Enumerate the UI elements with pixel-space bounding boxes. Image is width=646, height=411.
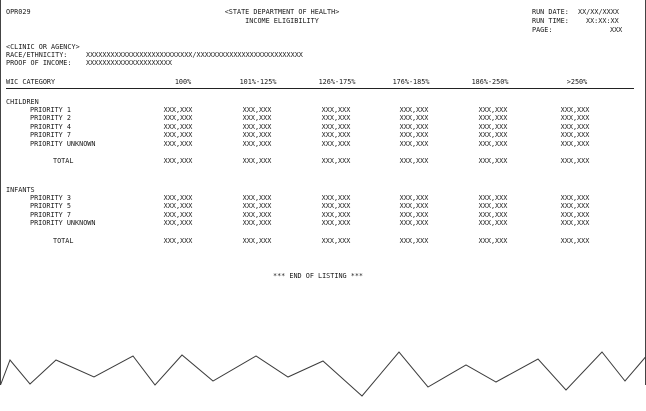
table-cell: XXX,XXX	[321, 131, 351, 139]
race-ethnicity-label: RACE/ETHNICITY:	[6, 51, 68, 59]
table-cell: XXX,XXX	[399, 194, 429, 202]
table-cell: XXX,XXX	[163, 140, 193, 148]
table-cell: XXX,XXX	[321, 114, 351, 122]
table-cell: XXX,XXX	[478, 202, 508, 210]
total-label: TOTAL	[53, 237, 74, 245]
table-cell: XXX,XXX	[321, 140, 351, 148]
table-cell: XXX,XXX	[163, 219, 193, 227]
table-cell: XXX,XXX	[321, 202, 351, 210]
table-cell: XXX,XXX	[399, 211, 429, 219]
table-cell: XXX,XXX	[478, 140, 508, 148]
table-cell: XXX,XXX	[478, 106, 508, 114]
table-cell: XXX,XXX	[560, 219, 590, 227]
table-cell: XXX,XXX	[163, 202, 193, 210]
proof-of-income-label: PROOF OF INCOME:	[6, 59, 72, 67]
table-cell: XXX,XXX	[163, 131, 193, 139]
column-header: 126%-175%	[318, 78, 356, 86]
run-date-value: XX/XX/XXXX	[578, 8, 619, 16]
total-cell: XXX,XXX	[242, 157, 272, 165]
table-cell: XXX,XXX	[478, 211, 508, 219]
table-cell: XXX,XXX	[399, 114, 429, 122]
table-cell: XXX,XXX	[560, 114, 590, 122]
page-label: PAGE:	[532, 26, 553, 34]
table-cell: XXX,XXX	[163, 194, 193, 202]
row-label: PRIORITY 4	[30, 123, 71, 131]
total-label: TOTAL	[53, 157, 74, 165]
table-cell: XXX,XXX	[560, 123, 590, 131]
table-cell: XXX,XXX	[560, 194, 590, 202]
column-header-wic-category: WIC CATEGORY	[6, 78, 56, 86]
table-cell: XXX,XXX	[321, 211, 351, 219]
table-cell: XXX,XXX	[560, 202, 590, 210]
row-label: PRIORITY 1	[30, 106, 71, 114]
table-cell: XXX,XXX	[560, 140, 590, 148]
total-cell: XXX,XXX	[163, 157, 193, 165]
table-cell: XXX,XXX	[163, 123, 193, 131]
table-cell: XXX,XXX	[478, 194, 508, 202]
table-cell: XXX,XXX	[399, 140, 429, 148]
table-cell: XXX,XXX	[321, 123, 351, 131]
column-header: 186%-250%	[471, 78, 509, 86]
page-value: XXX	[610, 26, 623, 34]
table-cell: XXX,XXX	[242, 106, 272, 114]
table-cell: XXX,XXX	[399, 106, 429, 114]
column-header: 101%-125%	[239, 78, 277, 86]
table-cell: XXX,XXX	[242, 194, 272, 202]
total-cell: XXX,XXX	[321, 157, 351, 165]
table-cell: XXX,XXX	[560, 131, 590, 139]
table-cell: XXX,XXX	[163, 114, 193, 122]
report-title: <STATE DEPARTMENT OF HEALTH>	[224, 8, 340, 16]
row-label: PRIORITY UNKNOWN	[30, 140, 96, 148]
table-cell: XXX,XXX	[242, 140, 272, 148]
clinic-or-agency: <CLINIC OR AGENCY>	[6, 43, 80, 51]
table-cell: XXX,XXX	[242, 123, 272, 131]
report-subtitle: INCOME ELIGIBILITY	[245, 17, 319, 25]
run-time-label: RUN TIME:	[532, 17, 569, 25]
report-id: OPR029	[6, 8, 31, 16]
total-cell: XXX,XXX	[321, 237, 351, 245]
table-cell: XXX,XXX	[399, 202, 429, 210]
table-cell: XXX,XXX	[399, 123, 429, 131]
row-label: PRIORITY 3	[30, 194, 71, 202]
table-cell: XXX,XXX	[478, 123, 508, 131]
table-cell: XXX,XXX	[399, 131, 429, 139]
race-ethnicity-value: XXXXXXXXXXXXXXXXXXXXXXXXXX/XXXXXXXXXXXXXXXXXXXXXXXXXX	[86, 51, 303, 59]
run-time-value: XX:XX:XX	[586, 17, 619, 25]
total-cell: XXX,XXX	[163, 237, 193, 245]
total-cell: XXX,XXX	[560, 157, 590, 165]
proof-of-income-value: XXXXXXXXXXXXXXXXXXXXX	[86, 59, 172, 67]
row-label: PRIORITY 2	[30, 114, 71, 122]
table-cell: XXX,XXX	[242, 211, 272, 219]
total-cell: XXX,XXX	[399, 237, 429, 245]
total-cell: XXX,XXX	[399, 157, 429, 165]
row-label: PRIORITY 7	[30, 211, 71, 219]
table-cell: XXX,XXX	[478, 219, 508, 227]
total-cell: XXX,XXX	[560, 237, 590, 245]
table-cell: XXX,XXX	[560, 106, 590, 114]
table-cell: XXX,XXX	[242, 131, 272, 139]
table-cell: XXX,XXX	[242, 219, 272, 227]
total-cell: XXX,XXX	[242, 237, 272, 245]
end-of-listing: *** END OF LISTING ***	[272, 272, 364, 280]
column-header: >250%	[566, 78, 588, 86]
total-cell: XXX,XXX	[478, 237, 508, 245]
column-header: 100%	[174, 78, 192, 86]
table-cell: XXX,XXX	[478, 131, 508, 139]
table-cell: XXX,XXX	[242, 114, 272, 122]
run-date-label: RUN DATE:	[532, 8, 569, 16]
column-header: 176%-185%	[392, 78, 430, 86]
row-label: PRIORITY UNKNOWN	[30, 219, 96, 227]
row-label: PRIORITY 7	[30, 131, 71, 139]
table-cell: XXX,XXX	[399, 219, 429, 227]
table-cell: XXX,XXX	[163, 106, 193, 114]
table-cell: XXX,XXX	[560, 211, 590, 219]
table-cell: XXX,XXX	[163, 211, 193, 219]
table-cell: XXX,XXX	[478, 114, 508, 122]
table-cell: XXX,XXX	[321, 219, 351, 227]
section-heading: CHILDREN	[6, 98, 39, 106]
total-cell: XXX,XXX	[478, 157, 508, 165]
table-cell: XXX,XXX	[321, 106, 351, 114]
table-cell: XXX,XXX	[242, 202, 272, 210]
section-heading: INFANTS	[6, 186, 35, 194]
row-label: PRIORITY 5	[30, 202, 71, 210]
table-cell: XXX,XXX	[321, 194, 351, 202]
header-divider	[6, 88, 634, 89]
